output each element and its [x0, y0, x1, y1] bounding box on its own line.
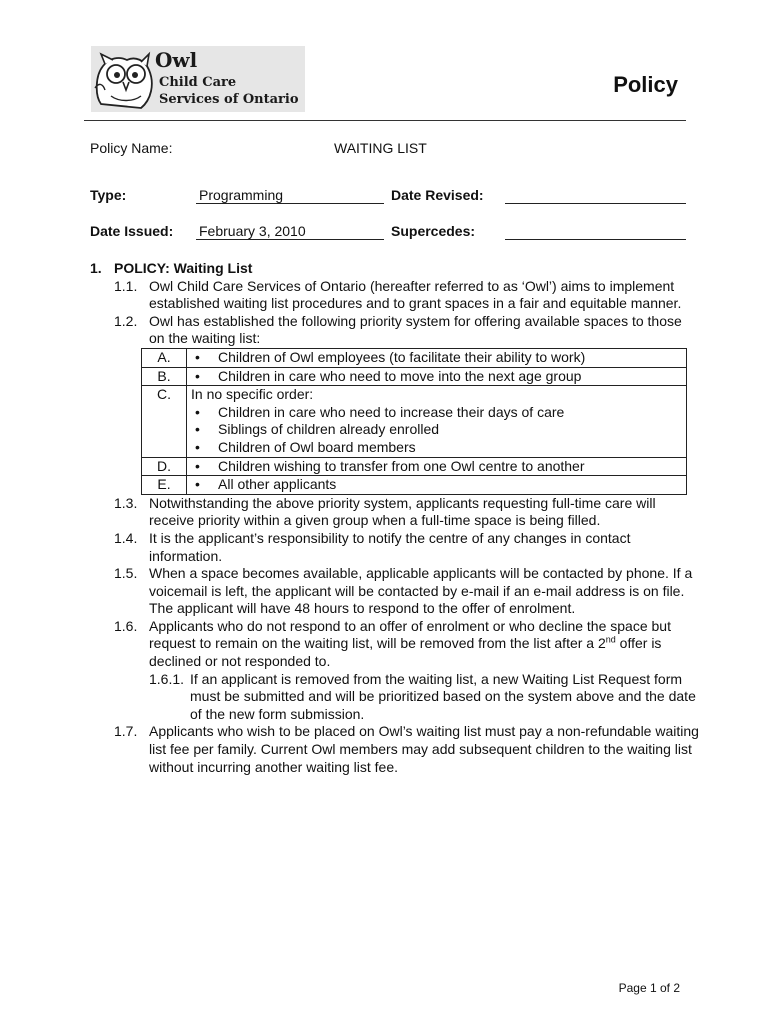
list-item-text: Children in care who need to move into the next age group [218, 367, 582, 384]
bullet-icon: • [195, 457, 200, 474]
paragraph-number: 1.2. [114, 312, 138, 329]
priority-letter: C. [142, 386, 187, 457]
policy-body [90, 260, 700, 776]
logo-subtitle-line-1: Child Care [159, 75, 237, 90]
date-revised-value [505, 187, 686, 204]
date-issued-value: February 3, 2010 [196, 223, 384, 240]
type-label: Type: [90, 187, 127, 203]
priority-content [187, 367, 687, 386]
list-item [191, 404, 682, 422]
organization-logo [91, 46, 305, 112]
paragraph-1-1 [90, 278, 700, 313]
paragraph-number: 1.1. [114, 277, 138, 294]
bullet-icon: • [195, 476, 200, 493]
list-item-text: Children of Owl employees (to facilitate their ability to work) [218, 348, 586, 365]
priority-letter: E. [142, 476, 187, 495]
paragraph-1-5 [90, 565, 700, 618]
priority-content [187, 348, 687, 367]
list-item-text: Children of Owl board members [218, 438, 416, 455]
policy-name-value: WAITING LIST [334, 140, 427, 156]
policy-name-label: Policy Name: [90, 140, 173, 156]
priority-letter: D. [142, 457, 187, 476]
priority-row-a [142, 348, 687, 367]
paragraph-1-4 [90, 530, 700, 565]
paragraph-1-6-1 [90, 671, 700, 724]
paragraph-text: Owl Child Care Services of Ontario (hereafter referred to as ‘Owl’) aims to implement established waiting list procedures and to grant spaces in a fair and equitable manner. [149, 277, 682, 312]
paragraph-text [149, 618, 700, 671]
paragraph-number: 1.3. [114, 494, 138, 511]
paragraph-1-3 [90, 495, 700, 530]
paragraph-number: 1.4. [114, 529, 138, 546]
list-item-text: Siblings of children already enrolled [218, 421, 440, 438]
priority-row-e [142, 476, 687, 495]
list-item [191, 439, 682, 457]
supercedes-value [505, 223, 686, 240]
paragraph-text-part: offer is declined or not responded to. [149, 635, 662, 670]
paragraph-text: Notwithstanding the above priority system, applicants requesting full-time care will receive priority within a given group when a full-time space is being filled. [149, 494, 656, 529]
logo-subtitle-line-2: Services of Ontario [159, 92, 299, 107]
paragraph-text: Applicants who wish to be placed on Owl’s waiting list must pay a non-refundable waiting list fee per family. Current Owl members may add subsequent children to the waiting list without incurring another waiting list fee. [149, 723, 699, 775]
section-number: 1. [90, 260, 102, 276]
list-item [191, 349, 682, 367]
bullet-icon: • [195, 403, 200, 420]
paragraph-number: 1.5. [114, 565, 138, 582]
logo-name: Owl [155, 48, 198, 72]
paragraph-text: If an applicant is removed from the waiting list, a new Waiting List Request form must be submitted and will be prioritized based on the system above and the date of the new form submission. [190, 670, 696, 722]
paragraph-1-7 [90, 723, 700, 776]
paragraph-text: Owl has established the following priority system for offering available spaces to those on the waiting list: [149, 312, 682, 347]
section-heading [90, 260, 700, 278]
type-value: Programming [196, 187, 384, 204]
list-item-text: All other applicants [218, 476, 337, 493]
list-item-text: Children wishing to transfer from one Owl centre to another [218, 457, 585, 474]
page-number: Page 1 of 2 [618, 981, 680, 995]
bullet-icon: • [195, 421, 200, 438]
owl-icon [91, 46, 161, 112]
header-divider [84, 120, 686, 121]
priority-content [187, 386, 687, 457]
bullet-icon: • [195, 348, 200, 365]
document-type-heading: Policy [613, 72, 678, 97]
paragraph-text: It is the applicant’s responsibility to notify the centre of any changes in contact information. [149, 529, 631, 564]
paragraph-number: 1.7. [114, 723, 138, 740]
bullet-icon: • [195, 438, 200, 455]
date-revised-label: Date Revised: [391, 187, 484, 203]
priority-table [141, 348, 687, 495]
paragraph-text-part: Applicants who do not respond to an offer of enrolment or who decline the space but request to remain on the waiting list, will be removed from the list after a 2 [149, 617, 671, 652]
ordinal-superscript: nd [605, 634, 616, 645]
date-issued-label: Date Issued: [90, 223, 174, 239]
section-title: POLICY: Waiting List [114, 260, 253, 276]
paragraph-number: 1.6.1. [149, 670, 185, 687]
priority-intro: In no specific order: [191, 386, 314, 403]
list-item [191, 421, 682, 439]
priority-letter: A. [142, 348, 187, 367]
bullet-icon: • [195, 367, 200, 384]
paragraph-1-2 [90, 313, 700, 348]
paragraph-text: When a space becomes available, applicable applicants will be contacted by phone. If a voicemail is left, the applicant will be contacted by e-mail if an e-mail address is on file. The applicant will have 48 hours to respond to the offer of enrolment. [149, 565, 693, 617]
priority-row-b [142, 367, 687, 386]
list-item-text: Children in care who need to increase their days of care [218, 403, 565, 420]
paragraph-1-6 [90, 618, 700, 671]
priority-content [187, 457, 687, 476]
list-item [191, 476, 682, 494]
priority-content [187, 476, 687, 495]
priority-row-c [142, 386, 687, 457]
paragraph-number: 1.6. [114, 617, 138, 634]
supercedes-label: Supercedes: [391, 223, 476, 239]
priority-row-d [142, 457, 687, 476]
priority-letter: B. [142, 367, 187, 386]
list-item [191, 458, 682, 476]
list-item [191, 368, 682, 386]
